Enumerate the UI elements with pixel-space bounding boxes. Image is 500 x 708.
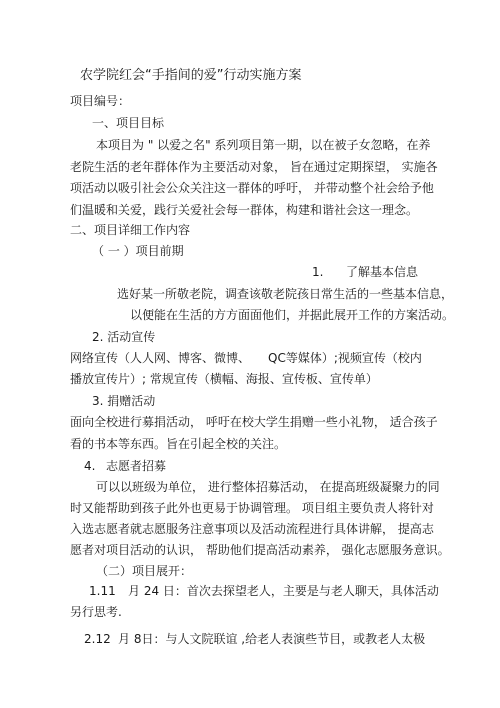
item-2-paragraph-line: 播放宣传片）; 常规宣传（横幅、海报、宣传板、宣传单） <box>70 372 378 386</box>
item-1-paragraph-line: 以便能在生活的方方面面他们，并据此展开工作的方案活动。 <box>130 308 455 322</box>
project-number-label: 项目编号： <box>70 94 131 108</box>
event-1-number: 1.11 <box>89 584 116 598</box>
item-2-title: 2. 活动宣传 <box>92 330 156 344</box>
event-2-number: 2.12 <box>84 632 111 646</box>
item-4-paragraph-line: 入选志愿者就志愿服务注意事项以及活动流程进行具体讲解， 提高志 <box>70 522 434 536</box>
event-2-text: 月 8日：与人文院联谊 ,给老人表演些节目，或教老人太极 <box>118 632 426 646</box>
item-2-paragraph-line <box>70 350 422 366</box>
item-4-paragraph-line: 时又能帮助到孩子此外也更易于协调管理。 项目组主要负责人将针对 <box>70 501 434 515</box>
item-4-paragraph-line: 愿者对项目活动的认识， 帮助他们提高活动素养， 强化志愿服务意识。 <box>70 543 450 557</box>
item-3-paragraph-line: 面向全校进行募捐活动， 呼吁在校大学生捐赠一些小礼物， 适合孩子 <box>70 415 438 429</box>
item-2-paragraph-part: QC等媒体）;视频宣传（校内 <box>268 351 422 365</box>
item-1-number: 1. <box>312 265 324 279</box>
item-4-paragraph-line: 可以以班级为单位， 进行整体招募活动， 在提高班级凝聚力的同 <box>96 480 440 494</box>
event-1-text: 月 24 日：首次去探望老人，主要是与老人聊天，具体活动 <box>128 584 439 598</box>
section-2-heading: 二、项目详细工作内容 <box>70 223 191 237</box>
subsection-1-heading: （ 一 ）项目前期 <box>92 244 184 258</box>
item-3-title: 3. 捐赠活动 <box>92 394 156 408</box>
event-1-continuation: 另行思考. <box>70 605 122 619</box>
item-1-title: 了解基本信息 <box>346 265 419 279</box>
section-1-paragraph-line: 本项目为 " 以爱之名" 系列项目第一期，以在被子女忽略，在养 <box>96 138 431 152</box>
section-1-paragraph-line: 们温暖和关爱，践行关爱社会每一群体，构建和谐社会这一理念。 <box>70 203 419 217</box>
document-title: 农学院红会“手指间的爱”行动实施方案 <box>80 68 302 83</box>
item-3-paragraph-line: 看的书本等东西。旨在引起全校的关注。 <box>70 437 287 451</box>
item-4-title: 志愿者招募 <box>106 459 167 473</box>
subsection-2-heading: （二）项目展开： <box>96 564 193 578</box>
item-1-paragraph-line: 选好某一所敬老院，调查该敬老院孩日常生活的一些基本信息， <box>117 287 454 301</box>
section-1-paragraph-line: 项活动以吸引社会公众关注这一群体的呼吁， 并带动整个社会给予他 <box>70 181 434 195</box>
item-4-number: 4. <box>84 459 96 473</box>
section-1-heading: 一、项目目标 <box>92 116 165 130</box>
section-1-paragraph-line: 老院生活的老年群体作为主要活动对象， 旨在通过定期探望， 实施各 <box>70 160 438 174</box>
item-2-paragraph-part: 网络宣传（人人网、博客、微博、 <box>70 351 251 365</box>
